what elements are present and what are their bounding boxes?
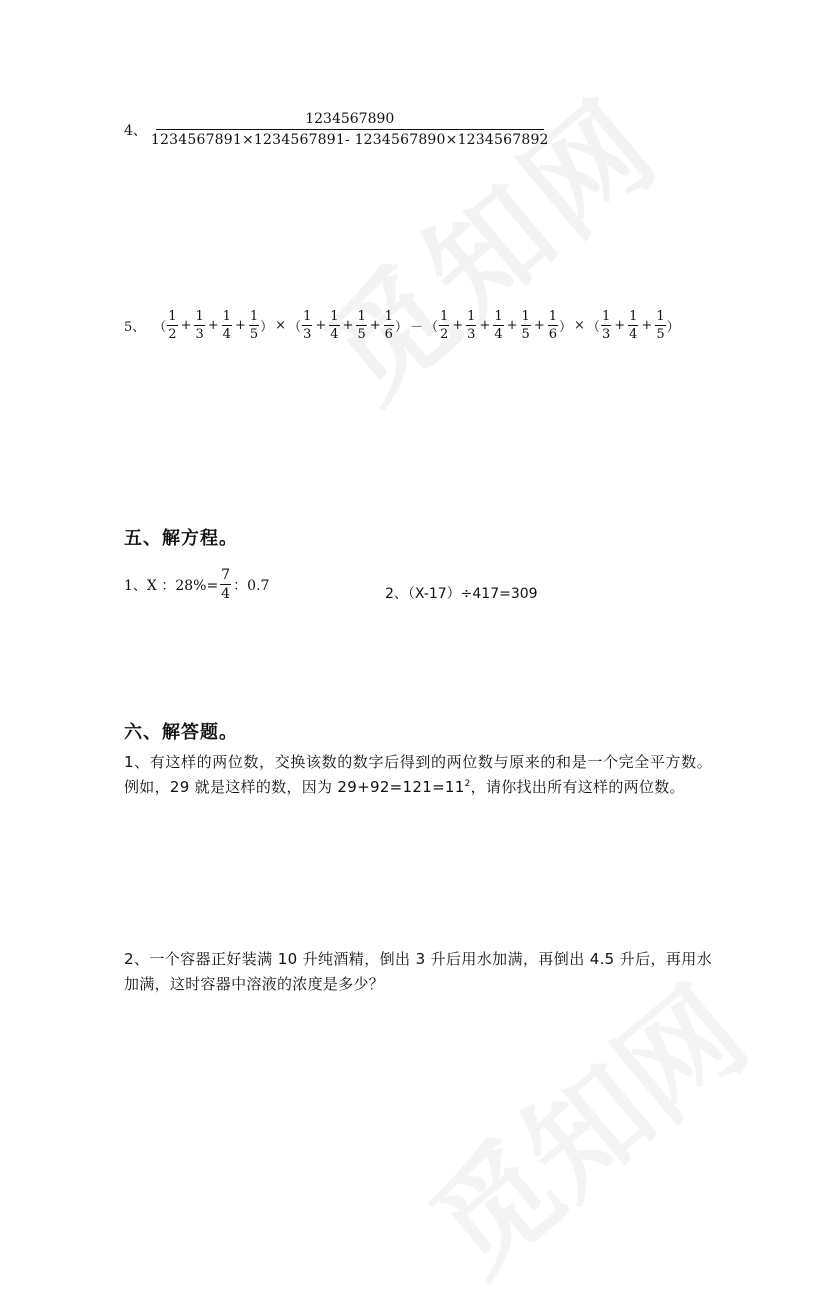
fraction-1-4: $\frac{1}{4}$ bbox=[222, 309, 231, 342]
fraction-1-6: $\frac{1}{6}$ bbox=[384, 309, 393, 342]
equation-1-fraction bbox=[220, 568, 231, 601]
problem-4-numerator: 1234567890 bbox=[156, 112, 544, 130]
watermark bbox=[285, 53, 690, 432]
equation-1-prefix: 1、X ：28%= bbox=[124, 577, 219, 594]
paren-open: （ bbox=[288, 320, 302, 335]
paren-open: （ bbox=[424, 320, 438, 335]
fraction-1-4: $\frac{1}{4}$ bbox=[494, 309, 503, 342]
fraction-1-6: $\frac{1}{6}$ bbox=[548, 309, 557, 342]
equation-2: 2、（X-17）÷417=309 bbox=[385, 586, 538, 602]
plus-sign: + bbox=[479, 318, 491, 333]
question-1 bbox=[124, 750, 712, 800]
fraction-1-5: $\frac{1}{5}$ bbox=[357, 309, 366, 342]
paren-close: ） bbox=[559, 320, 573, 335]
paren-close: ） bbox=[394, 320, 408, 335]
plus-sign: + bbox=[614, 318, 626, 333]
question-2: 2、一个容器正好装满 10 升纯酒精，倒出 3 升后用水加满，再倒出 4.5 升后，再用水加满，这时容器中溶液的浓度是多少？ bbox=[124, 950, 712, 993]
paren-open: （ bbox=[586, 320, 600, 335]
plus-sign: + bbox=[452, 318, 464, 333]
fraction-1-2: $\frac{1}{2}$ bbox=[439, 309, 449, 342]
question-1-superscript: 2 bbox=[464, 779, 471, 789]
fraction-1-5: $\frac{1}{5}$ bbox=[656, 309, 665, 342]
fraction-1-3: $\frac{1}{3}$ bbox=[303, 309, 312, 342]
equation-1-numerator: 7 bbox=[221, 567, 231, 583]
plus-sign: + bbox=[342, 318, 354, 333]
equation-1-denominator: 4 bbox=[221, 586, 231, 602]
problem-5 bbox=[124, 310, 680, 341]
fraction-1-2: $\frac{1}{2}$ bbox=[168, 309, 177, 342]
question-1-text: 1、有这样的两位数，交换该数的数字后得到的两位数与原来的和是一个完全平方数。例如，29 就是这样的数，因为 29+92=121=11 bbox=[124, 753, 712, 796]
minus-sign: － bbox=[409, 320, 423, 335]
paren-close: ） bbox=[666, 320, 680, 335]
paren-close: ） bbox=[260, 320, 274, 335]
watermark-bottom bbox=[390, 943, 776, 1306]
plus-sign: + bbox=[533, 318, 545, 333]
problem-4-denominator: 1234567891×1234567891- 1234567890×1234567892 bbox=[150, 132, 549, 148]
problem-4 bbox=[124, 112, 549, 147]
plus-sign: + bbox=[506, 318, 518, 333]
plus-sign: + bbox=[315, 318, 327, 333]
section-5-title: 五、解方程。 bbox=[124, 528, 238, 549]
fraction-1-3: $\frac{1}{3}$ bbox=[601, 309, 611, 342]
fraction-1-4: $\frac{1}{4}$ bbox=[330, 309, 339, 342]
problem-4-fraction bbox=[151, 112, 549, 147]
question-1-tail: ，请你找出所有这样的两位数。 bbox=[470, 778, 685, 796]
plus-sign: + bbox=[369, 318, 381, 333]
equation-1 bbox=[124, 568, 269, 601]
plus-sign: + bbox=[180, 318, 192, 333]
plus-sign: + bbox=[641, 318, 653, 333]
fraction-1-3: $\frac{1}{3}$ bbox=[467, 309, 476, 342]
problem-4-label: 4、 bbox=[124, 122, 147, 139]
fraction-1-5: $\frac{1}{5}$ bbox=[249, 309, 259, 342]
problem-5-label: 5、 bbox=[124, 320, 146, 335]
plus-sign: + bbox=[207, 318, 219, 333]
plus-sign: + bbox=[234, 318, 246, 333]
fraction-1-4: $\frac{1}{4}$ bbox=[629, 309, 638, 342]
section-6-title: 六、解答题。 bbox=[124, 722, 238, 743]
paren-open: （ bbox=[153, 320, 167, 335]
fraction-1-3: $\frac{1}{3}$ bbox=[195, 309, 204, 342]
times-sign: × bbox=[574, 318, 585, 333]
equation-1-suffix: ：0.7 bbox=[233, 577, 270, 594]
times-sign: × bbox=[275, 318, 287, 333]
fraction-1-5: $\frac{1}{5}$ bbox=[521, 309, 530, 342]
